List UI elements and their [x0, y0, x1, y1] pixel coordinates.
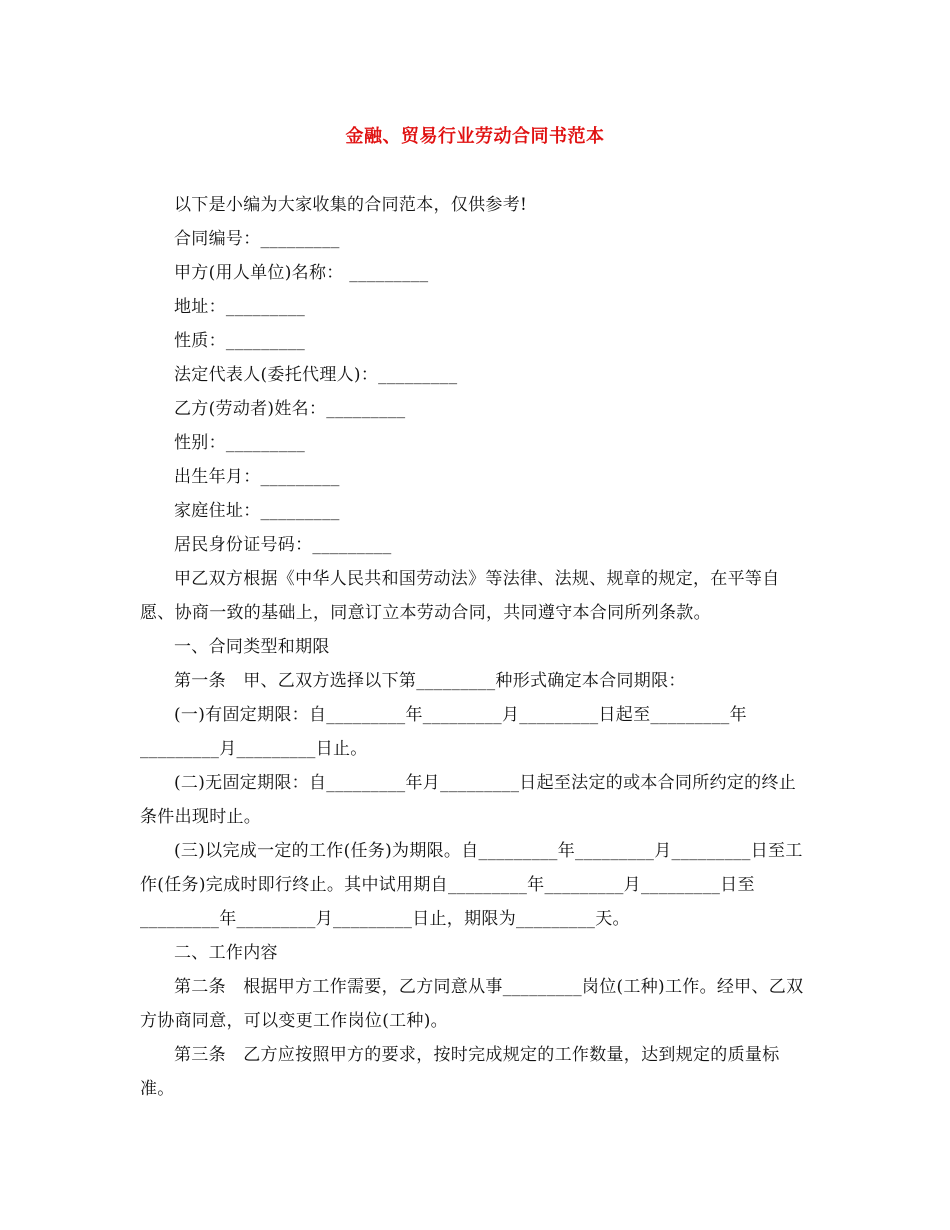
article-1: 第一条 甲、乙双方选择以下第_________种形式确定本合同期限： — [174, 671, 686, 691]
clause-task-term: (三)以完成一定的工作(任务)为期限。自_________年_________月_________日至工作(任务)完成时即行终止。其中试用期自_________年_________月_________日至_________年_________月_________日止，期限为_________天。 — [140, 841, 803, 929]
home-address-line: 家庭住址：_________ — [174, 501, 340, 521]
section-heading-1: 一、合同类型和期限 — [174, 637, 330, 657]
address-line: 地址：_________ — [174, 297, 306, 317]
id-number-line: 居民身份证号码：_________ — [174, 535, 392, 555]
document-body — [140, 188, 812, 1106]
gender-line: 性别：_________ — [174, 433, 306, 453]
article-2: 第二条 根据甲方工作需要，乙方同意从事_________岗位(工种)工作。经甲、乙双方协商同意，可以变更工作岗位(工种)。 — [140, 977, 804, 1031]
article-3: 第三条 乙方应按照甲方的要求，按时完成规定的工作数量，达到规定的质量标准。 — [140, 1045, 780, 1099]
party-a-name-line: 甲方(用人单位)名称： _________ — [174, 263, 429, 283]
clause-open-term: (二)无固定期限：自_________年月_________日起至法定的或本合同所约定的终止条件出现时止。 — [140, 773, 797, 827]
legal-representative-line: 法定代表人(委托代理人)：_________ — [174, 365, 458, 385]
party-b-name-line: 乙方(劳动者)姓名：_________ — [174, 399, 406, 419]
nature-line: 性质：_________ — [174, 331, 306, 351]
document-title: 金融、贸易行业劳动合同书范本 — [345, 126, 605, 147]
clause-fixed-term: (一)有固定期限：自_________年_________月_________日起至_________年_________月_________日止。 — [140, 705, 747, 759]
contract-number-line: 合同编号：_________ — [174, 229, 340, 249]
section-heading-2: 二、工作内容 — [174, 943, 278, 963]
preamble-paragraph: 甲乙双方根据《中华人民共和国劳动法》等法律、法规、规章的规定，在平等自愿、协商一致的基础上，同意订立本劳动合同，共同遵守本合同所列条款。 — [140, 569, 780, 623]
intro-paragraph: 以下是小编为大家收集的合同范本，仅供参考! — [174, 195, 528, 215]
birth-date-line: 出生年月：_________ — [174, 467, 340, 487]
